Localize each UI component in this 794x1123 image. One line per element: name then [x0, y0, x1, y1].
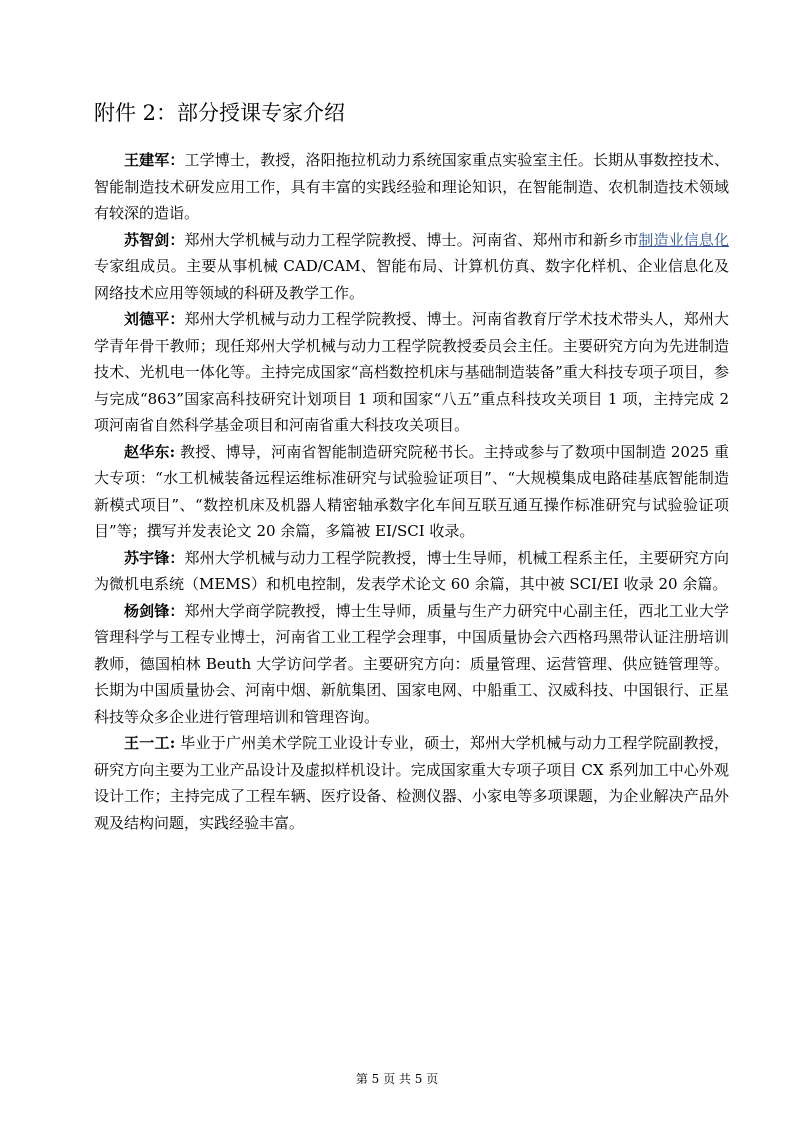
name-separator: : [169, 734, 176, 752]
expert-list [94, 147, 729, 836]
expert-entry-liu-deping [94, 306, 729, 439]
expert-entry-wang-yigong [94, 730, 729, 836]
name-separator: ： [169, 230, 185, 249]
page-footer: 第 5 页 共 5 页 [355, 1072, 439, 1086]
name-separator: ： [169, 601, 185, 620]
name-separator: : [169, 442, 176, 461]
expert-name: 苏宇锋 [124, 548, 170, 567]
expert-name: 杨剑锋 [124, 601, 170, 620]
name-separator: ： [169, 310, 185, 328]
expert-bio: 教授、博导，河南省智能制造研究院秘书长。主持或参与了数项中国制造 2025 重大专项：“水工机械装备远程运维标准研究与试验验证项目”、“大规模集成电路硅基底智能制造新模式项目”、“数控机床及机器人精密轴承数字化车间互联互通互操作标准研究与试验验证项目”等；撰写并发表论文 20 余篇，多篇被 EI/SCI 收录。 [94, 442, 729, 540]
manufacturing-informatization-link[interactable]: 制造业信息化 [638, 230, 729, 249]
page-heading: 附件 2：部分授课专家介绍 [94, 101, 346, 125]
expert-bio: 毕业于广州美术学院工业设计专业，硕士，郑州大学机械与动力工程学院副教授，研究方向主要为工业产品设计及虚拟样机设计。完成国家重大专项子项目 CX 系列加工中心外观设计工作；主持完成了工程车辆、医疗设备、检测仪器、小家电等多项课题，为企业解决产品外观及结构问题，实践经验丰富。 [94, 734, 729, 832]
expert-bio: 郑州大学机械与动力工程学院教授、博士。河南省教育厅学术技术带头人，郑州大学青年骨干教师；现任郑州大学机械与动力工程学院教授委员会主任。主要研究方向为先进制造技术、光机电一体化等。主持完成国家“高档数控机床与基础制造装备”重大科技专项子项目，参与完成“863”国家高科技研究计划项目 1 项和国家“八五”重点科技攻关项目 1 项，主持完成 2 项河南省自然科学基金项目和河南省重大科技攻关项目。 [94, 310, 729, 434]
expert-entry-zhao-huadong [94, 439, 729, 545]
expert-bio-part-2: 专家组成员。主要从事机械 CAD/CAM、智能布局、计算机仿真、数字化样机、企业信息化及网络技术应用等领域的科研及教学工作。 [94, 257, 729, 302]
name-separator: ： [169, 548, 185, 567]
name-separator: ： [169, 151, 185, 169]
expert-bio: 郑州大学商学院教授，博士生导师，质量与生产力研究中心副主任，西北工业大学管理科学与工程专业博士，河南省工业工程学会理事，中国质量协会六西格玛黑带认证注册培训教师，德国柏林 Beuth 大学访问学者。主要研究方向：质量管理、运营管理、供应链管理等。长期为中国质量协会、河南中烟、新航集团、国家电网、中船重工、汉威科技、中国银行、正星科技等众多企业进行管理培训和管理咨询。 [94, 601, 729, 726]
expert-entry-su-yufeng [94, 545, 729, 598]
expert-entry-su-zhijian [94, 227, 729, 307]
expert-entry-wang-jianjun [94, 147, 729, 227]
expert-bio: 工学博士，教授，洛阳拖拉机动力系统国家重点实验室主任。长期从事数控技术、智能制造技术研发应用工作，具有丰富的实践经验和理论知识，在智能制造、农机制造技术领域有较深的造诣。 [94, 151, 729, 222]
expert-bio-part-1: 郑州大学机械与动力工程学院教授、博士。河南省、郑州市和新乡市 [184, 230, 639, 249]
expert-name: 苏智剑 [124, 230, 170, 249]
expert-entry-yang-jianfeng [94, 598, 729, 731]
expert-name: 王一工 [124, 734, 170, 752]
expert-name: 刘德平 [124, 310, 170, 328]
expert-name: 赵华东 [124, 442, 170, 461]
expert-bio: 郑州大学机械与动力工程学院教授，博士生导师，机械工程系主任，主要研究方向为微机电系统（MEMS）和机电控制，发表学术论文 60 余篇，其中被 SCI/EI 收录 20 余篇。 [94, 548, 729, 593]
expert-name: 王建军 [124, 151, 170, 169]
